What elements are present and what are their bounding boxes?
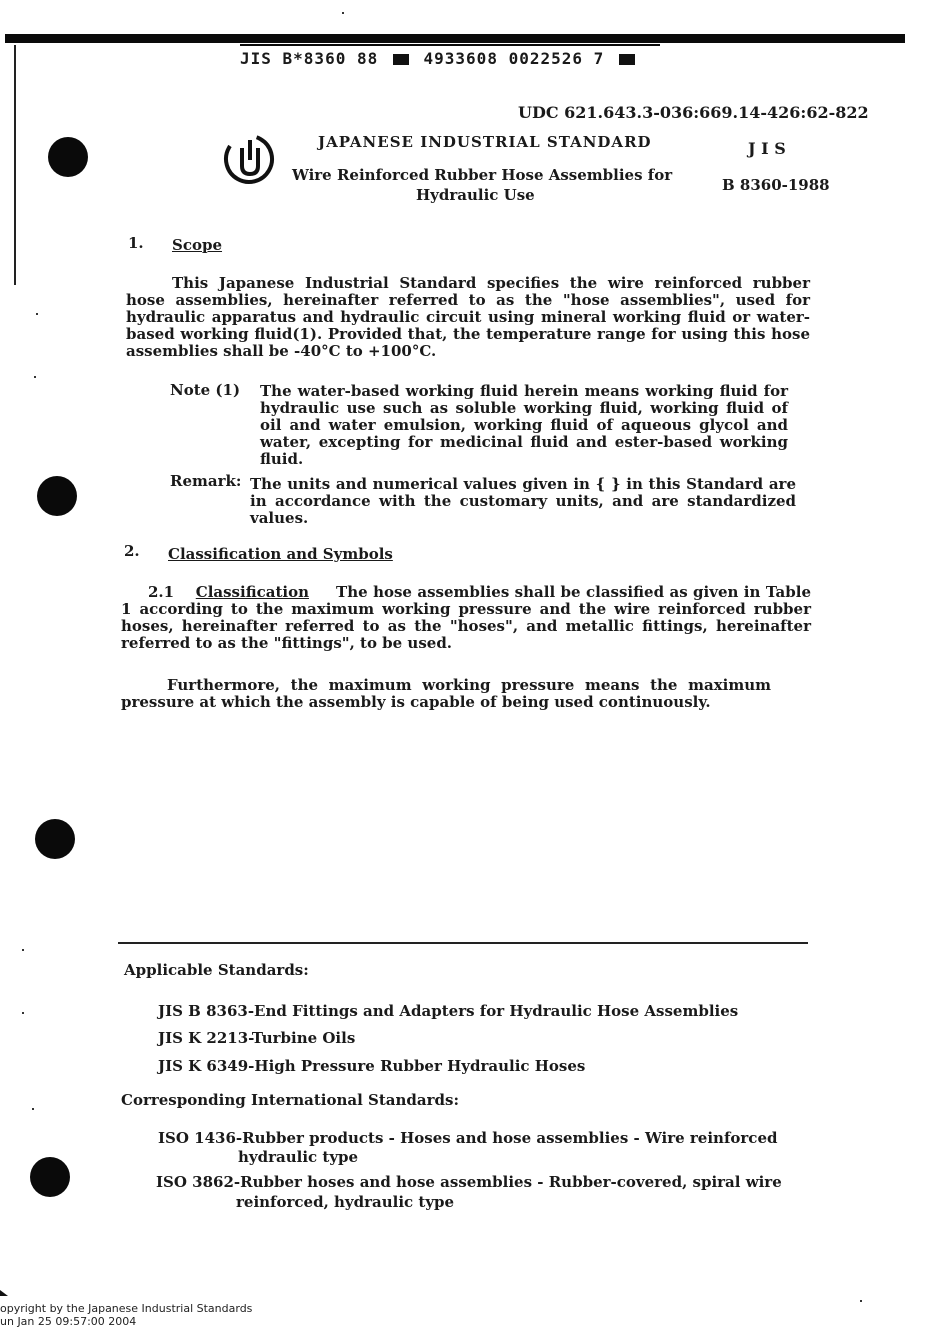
jis-label: J I S (748, 139, 786, 158)
speck (36, 313, 38, 315)
speck (32, 1108, 34, 1110)
applicable-item: JIS K 2213-Turbine Oils (158, 1029, 356, 1047)
corner-mark-icon (0, 1290, 8, 1296)
international-item-1: ISO 1436-Rubber products - Hoses and hose assemblies - Wire reinforced (158, 1129, 778, 1147)
section-2-number: 2. (124, 542, 140, 560)
remark-text: The units and numerical values given in { } in this Standard are in accordance with the customary units, and are standardized values. (250, 475, 796, 527)
udc-code: UDC 621.643.3-036:669.14-426:62-822 (518, 103, 869, 122)
applicable-heading: Applicable Standards: (124, 961, 309, 979)
speck (22, 1012, 24, 1014)
max-pressure-paragraph: Furthermore, the maximum working pressure means the maximum pressure at which the assembly is capable of being used continuously. (121, 676, 771, 711)
punch-hole-4 (30, 1157, 70, 1197)
copyright-line: opyright by the Japanese Industrial Standards (0, 1302, 253, 1315)
serial-line: JIS B*8360 88 (240, 49, 379, 68)
block-mark (393, 54, 409, 65)
international-item-2-cont: reinforced, hydraulic type (236, 1193, 455, 1211)
section-1-number: 1. (128, 234, 144, 252)
international-heading: Corresponding International Standards: (121, 1091, 460, 1109)
international-item-2: ISO 3862-Rubber hoses and hose assemblies - Rubber-covered, spiral wire (156, 1173, 782, 1191)
speck (34, 376, 36, 378)
note-text: The water-based working fluid herein means working fluid for hydraulic use such as soluble working fluid, working fluid of oil and water emulsion, working fluid of aqueous glycol and water, excepting for medicinal fluid and ester-based working fluid. (260, 382, 788, 468)
scope-paragraph: This Japanese Industrial Standard specifies the wire reinforced rubber hose assemblies, hereinafter referred to as the "hose assemblies", used for hydraulic apparatus and hydraulic circuit using mineral working fluid or water-based working fluid(1). Provided that, the temperature range for using this hose assemblies shall be -40°C to +100°C. (126, 274, 810, 360)
remark-label: Remark: (170, 472, 242, 490)
subsection-body: The hose assemblies shall be classified as given in Table 1 according to the maximum working pressure and the wire reinforced rubber hoses, hereinafter referred to as the "hoses", and metallic fittings, hereinafter referred to as the "fittings", to be used. (121, 583, 811, 652)
serial-barcode-line (240, 49, 639, 68)
speck (342, 12, 344, 14)
speck (22, 949, 24, 951)
title-line-1: Wire Reinforced Rubber Hose Assemblies for (292, 166, 673, 184)
international-item-1-cont: hydraulic type (238, 1148, 359, 1166)
punch-hole-2 (37, 476, 77, 516)
section-2-heading: Classification and Symbols (168, 545, 393, 563)
serial-code: 4933608 0022526 7 (423, 49, 605, 68)
scan-top-bar (5, 34, 905, 43)
note-label: Note (1) (170, 381, 241, 399)
standard-number: B 8360-1988 (722, 176, 830, 194)
applicable-item: JIS B 8363-End Fittings and Adapters for Hydraulic Hose Assemblies (158, 1002, 739, 1020)
subsection-number: 2.1 (148, 583, 175, 601)
footnote-separator (118, 942, 808, 944)
punch-hole-3 (35, 819, 75, 859)
jis-logo-icon (218, 128, 280, 190)
block-mark (619, 54, 635, 65)
scan-top-rule (240, 44, 660, 46)
standard-name: JAPANESE INDUSTRIAL STANDARD (318, 133, 652, 151)
applicable-item: JIS K 6349-High Pressure Rubber Hydraulic Hoses (158, 1057, 586, 1075)
speck (860, 1300, 862, 1302)
copyright-stamp (0, 1302, 252, 1328)
title-line-2: Hydraulic Use (416, 186, 535, 204)
subsection-heading: Classification (195, 583, 309, 601)
scan-left-edge (14, 45, 16, 285)
timestamp-line: un Jan 25 09:57:00 2004 (0, 1315, 137, 1328)
punch-hole-1 (48, 137, 88, 177)
classification-paragraph (121, 584, 811, 652)
section-1-heading: Scope (172, 236, 223, 254)
